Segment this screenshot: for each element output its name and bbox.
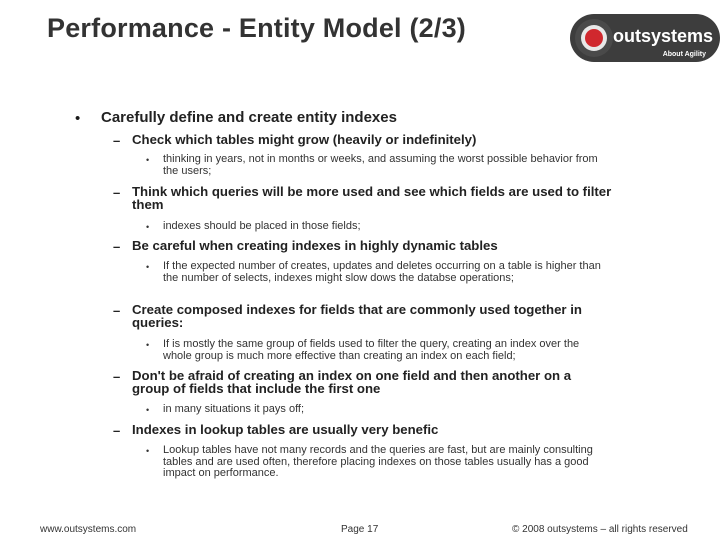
logo-tagline: About Agility [662, 51, 706, 58]
detail-bullet-marker: • [146, 340, 150, 350]
sub-bullet-heading: Create composed indexes for fields that are commonly used together in queries: [132, 302, 582, 330]
detail-bullet-text: in many situations it pays off; [163, 403, 305, 415]
main-bullet-text: Carefully define and create entity indexes [101, 109, 397, 126]
detail-bullet-marker: • [146, 222, 150, 232]
outsystems-logo [570, 14, 720, 62]
detail-bullet-text: indexes should be placed in those fields; [163, 220, 361, 232]
sub-bullet-heading: Indexes in lookup tables are usually very benefic [132, 422, 439, 437]
detail-bullet-marker: • [146, 446, 150, 456]
sub-bullet-dash: – [113, 133, 121, 148]
sub-bullet-dash: – [113, 369, 121, 384]
main-bullet-marker: • [75, 110, 81, 127]
detail-bullet-marker: • [146, 262, 150, 272]
sub-bullet-heading: Check which tables might grow (heavily or indefinitely) [132, 132, 477, 147]
sub-bullet-heading: Think which queries will be more used and see which fields are used to filter them [132, 184, 612, 212]
detail-bullet-marker: • [146, 405, 150, 415]
sub-bullet-heading: Be careful when creating indexes in highly dynamic tables [132, 238, 498, 253]
detail-bullet-marker: • [146, 155, 150, 165]
sub-bullet-dash: – [113, 303, 121, 318]
sub-bullet-dash: – [113, 423, 121, 438]
slide-title: Performance - Entity Model (2/3) [47, 13, 466, 43]
detail-bullet-text: thinking in years, not in months or weeks, and assuming the worst possible behavior from the users; [163, 153, 598, 177]
sub-bullet-dash: – [113, 239, 121, 254]
footer-page-number: Page 17 [341, 524, 379, 535]
logo-wordmark: outsystems [613, 26, 714, 46]
detail-bullet-text: If the expected number of creates, updates and deletes occurring on a table is higher than the number of selects, indexes might slow dows the databse operations; [163, 260, 601, 284]
sub-bullet-heading: Don't be afraid of creating an index on one field and then another on a group of fields that include the first one [132, 368, 572, 396]
footer-website: www.outsystems.com [40, 524, 137, 535]
footer-copyright: © 2008 outsystems – all rights reserved [512, 524, 688, 535]
sub-bullet-dash: – [113, 185, 121, 200]
detail-bullet-text: If is mostly the same group of fields used to filter the query, creating an index over the whole group is much more effective than creating an index on each field; [163, 338, 580, 362]
detail-bullet-text: Lookup tables have not many records and the queries are fast, but are mainly consulting tables and are used often, therefore placing indexes on those tables usually has a good impact on performance. [163, 444, 593, 479]
